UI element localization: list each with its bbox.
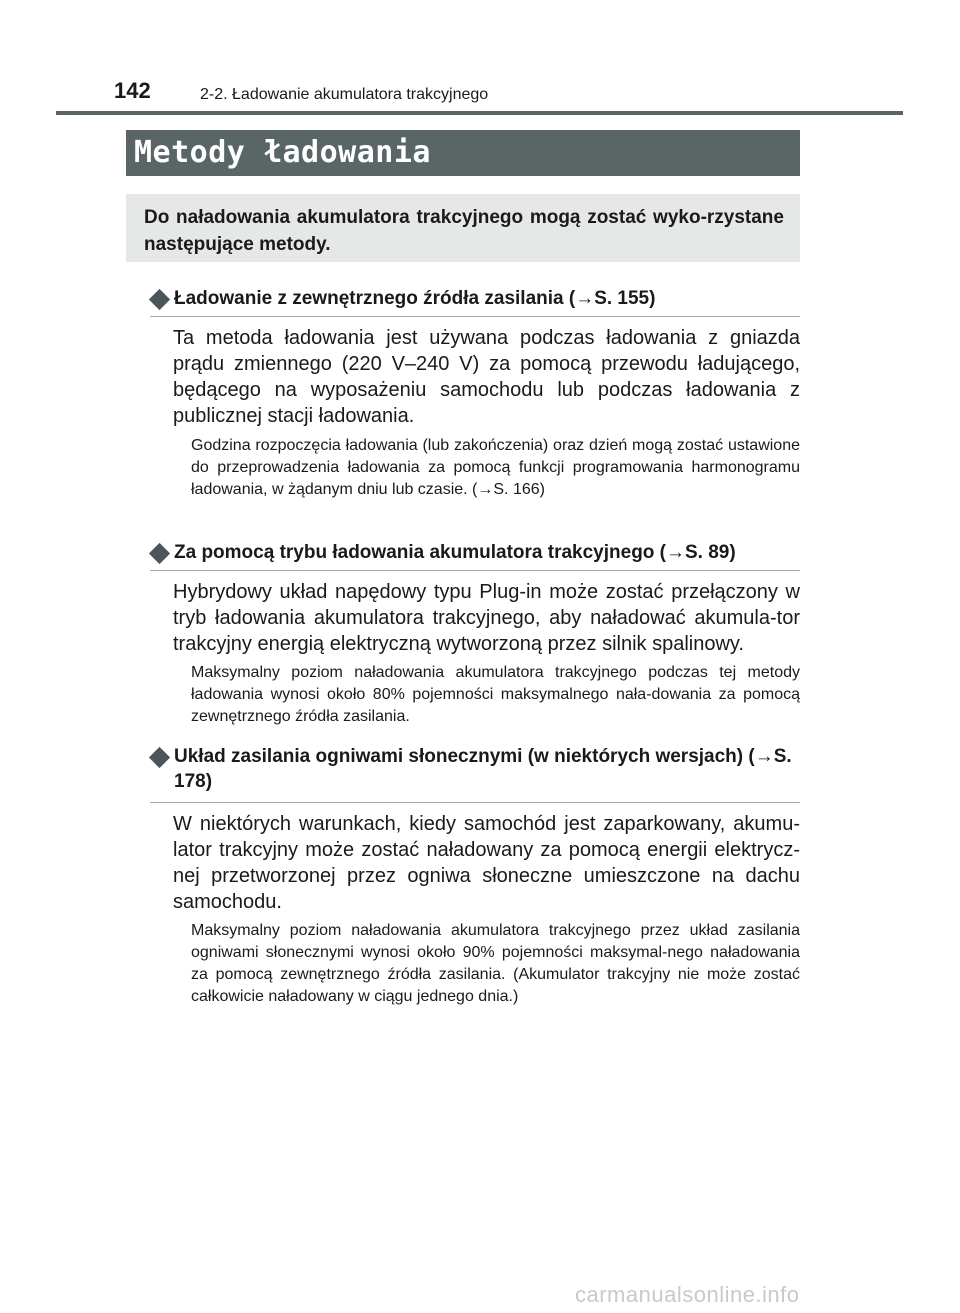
- section-1-body: Ta metoda ładowania jest używana podczas ładowania z gniazda prądu zmiennego (220 V–240 V) za pomocą przewodu ładującego, będącego na wyposażeniu samochodu lub podczas ładowania z publicznej stacji ładowania.: [173, 327, 800, 427]
- diamond-bullet-icon: [149, 289, 170, 310]
- section-2-heading: [150, 540, 800, 571]
- page-number: 142: [114, 78, 151, 103]
- section-1-heading: [150, 286, 800, 317]
- section-3-body: W niektórych warunkach, kiedy samochód jest zaparkowany, akumu-lator trakcyjny może zostać naładowany za pomocą energii elektrycz-nej przetworzonej przez ogniwa słoneczne umieszczone na dachu samochodu.: [173, 813, 800, 913]
- section-1-note: Godzina rozpoczęcia ładowania (lub zakończenia) oraz dzień mogą zostać ustawione do przeprowadzenia ładowania za pomocą funkcji programowania harmonogramu ładowania, w żądanym dniu lub czasie. (→S. 166): [191, 437, 800, 498]
- section-3-note: Maksymalny poziom naładowania akumulatora trakcyjnego przez układ zasilania ogniwami słonecznymi wynosi około 90% pojemności maksymal-nego naładowania za pomocą zewnętrznego źródła zasilania. (Akumulator trakcyjny nie może zostać całkowicie naładowany w ciągu jednego dnia.): [191, 922, 800, 1005]
- intro-text: Do naładowania akumulatora trakcyjnego mogą zostać wyko-rzystane następujące metody.: [144, 207, 784, 255]
- page-title: Metody ładowania: [134, 135, 431, 170]
- watermark: carmanualsonline.info: [575, 1282, 800, 1307]
- header-rule: [56, 111, 903, 115]
- section-2-heading-text: Za pomocą trybu ładowania akumulatora trakcyjnego (→S. 89): [174, 542, 736, 563]
- section-3-heading: [150, 744, 800, 803]
- section-2-body: Hybrydowy układ napędowy typu Plug-in może zostać przełączony w tryb ładowania akumulatora trakcyjnego, aby naładować akumula-tor trakcyjny energią elektryczną wytworzoną przez silnik spalinowy.: [173, 581, 800, 655]
- page-header: [0, 0, 960, 120]
- diamond-bullet-icon: [149, 747, 170, 768]
- section-title: 2-2. Ładowanie akumulatora trakcyjnego: [200, 86, 489, 103]
- title-banner: [126, 130, 800, 176]
- section-2-note: Maksymalny poziom naładowania akumulatora trakcyjnego podczas tej metody ładowania wynosi około 80% pojemności maksymalnego nała-dowania za pomocą zewnętrznego źródła zasilania.: [191, 664, 800, 725]
- section-3-heading-text: Układ zasilania ogniwami słonecznymi (w niektórych wersjach) (→S. 178): [174, 746, 792, 792]
- diamond-bullet-icon: [149, 543, 170, 564]
- section-1-heading-text: Ładowanie z zewnętrznego źródła zasilania (→S. 155): [174, 288, 656, 309]
- intro-box: [126, 194, 800, 262]
